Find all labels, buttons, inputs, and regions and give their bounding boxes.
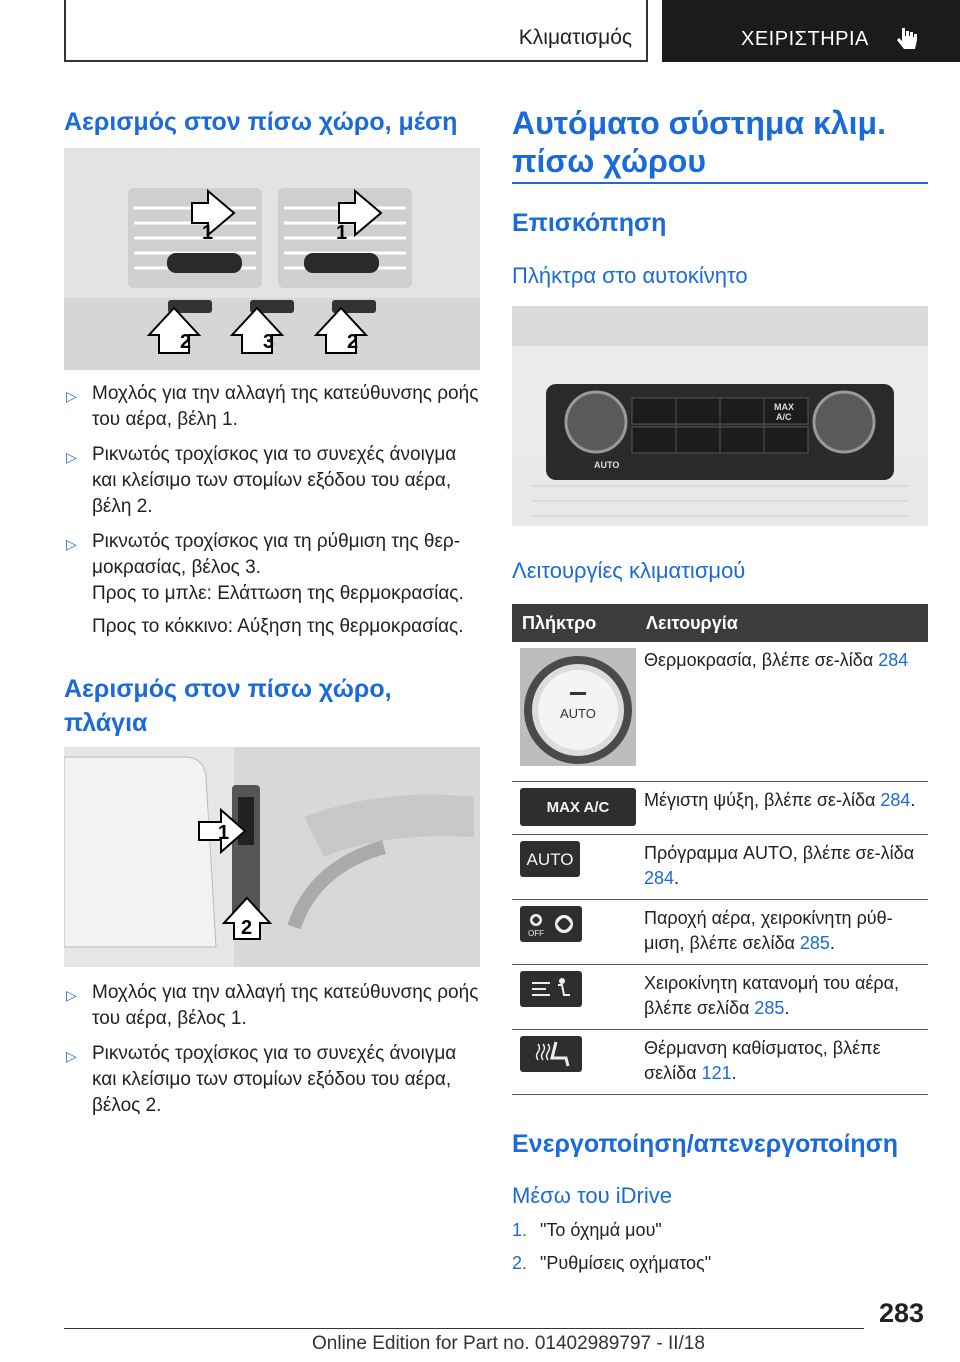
figure1-label: 2 xyxy=(347,331,359,353)
heading-divider xyxy=(512,182,928,184)
heading-via-idrive: Μέσω του iDrive xyxy=(512,1183,672,1208)
list-item: ▷ Ρικνωτός τροχίσκος για τη ρύθμιση της θερ‐μοκρασίας, βέλος 3. xyxy=(66,531,461,578)
table-header-function: Λειτουργία xyxy=(636,604,928,642)
seat-heating-button-icon xyxy=(520,1036,582,1072)
rear-center-vent-figure xyxy=(64,148,480,370)
rear-climate-panel-figure xyxy=(512,306,928,526)
table-row xyxy=(512,835,928,900)
page-number: 283 xyxy=(878,1298,924,1328)
knob-auto-label: AUTO xyxy=(560,706,596,721)
page-link[interactable]: 284 xyxy=(880,790,911,810)
figure2-label: 1 xyxy=(218,822,230,844)
heading-rear-vent-side: Αερισμός στον πίσω χώρο, πλάγια xyxy=(64,675,392,737)
figure2-label: 2 xyxy=(241,917,253,939)
temperature-knob-icon xyxy=(520,648,636,766)
heading-buttons-in-car: Πλήκτρα στο αυτοκίνητο xyxy=(512,263,748,288)
panel-auto-label: AUTO xyxy=(594,460,620,470)
heading-rear-auto-climate: Αυτόματο σύστημα κλιμ. πίσω χώρου xyxy=(512,105,887,179)
heading-overview: Επισκόπηση xyxy=(512,209,667,237)
list-item: 2. "Ρυθμίσεις οχήματος" xyxy=(512,1253,712,1273)
page-link[interactable]: 285 xyxy=(754,998,785,1018)
heading-climate-functions: Λειτουργίες κλιματισμού xyxy=(512,558,746,583)
rear-side-vent-figure xyxy=(64,747,480,967)
figure1-label: 2 xyxy=(180,331,192,353)
triangle-bullet-icon: ▷ xyxy=(66,388,77,404)
header-section-title: Κλιματισμός xyxy=(518,26,632,49)
bullet-list-center xyxy=(64,381,484,590)
heading-rear-vent-center: Αερισμός στον πίσω χώρο, μέση xyxy=(64,108,458,136)
page-link[interactable]: 284 xyxy=(878,650,909,670)
table-cell-function: Μέγιστη ψύξη, βλέπε σε‐λίδα 284. xyxy=(636,782,928,835)
list-item: ▷ Ρικνωτός τροχίσκος για το συνεχές άνοιγμα και κλείσιμο των στομίων εξόδου του αέρα, βέλη 2. xyxy=(66,444,457,517)
footer-edition-text: Online Edition for Part no. 01402989797 - II/18 xyxy=(312,1333,705,1354)
table-row xyxy=(512,1030,928,1095)
table-row xyxy=(512,900,928,965)
paragraph-red: Προς το κόκκινο: Αύξηση της θερμοκρασίας. xyxy=(92,616,464,637)
page-link[interactable]: 285 xyxy=(799,933,830,953)
triangle-bullet-icon: ▷ xyxy=(66,536,77,552)
table-header-button: Πλήκτρο xyxy=(512,604,636,642)
table-cell-function: Παροχή αέρα, χειροκίνητη ρύθ‐μιση, βλέπε σελίδα 285. xyxy=(636,900,928,965)
list-item: 1. "Το όχημά μου" xyxy=(512,1220,662,1240)
figure1-label: 1 xyxy=(336,222,348,244)
fan-off-label: OFF xyxy=(528,929,544,938)
air-distribution-button-icon xyxy=(520,971,582,1007)
paragraph-blue: Προς το μπλε: Ελάττωση της θερμοκρασίας. xyxy=(92,583,464,604)
header-section-box xyxy=(64,0,648,62)
list-item: ▷ Μοχλός για την αλλαγή της κατεύθυνσης ροής του αέρα, βέλη 1. xyxy=(66,383,479,430)
triangle-bullet-icon: ▷ xyxy=(66,987,77,1003)
header-manual-tab xyxy=(662,0,960,62)
triangle-bullet-icon: ▷ xyxy=(66,1048,77,1064)
list-item: ▷ Μοχλός για την αλλαγή της κατεύθυνσης ροής του αέρα, βέλος 1. xyxy=(66,982,479,1029)
table-row xyxy=(512,965,928,1030)
list-item: ▷ Ρικνωτός τροχίσκος για το συνεχές άνοιγμα και κλείσιμο των στομίων εξόδου του αέρα, βέλος 2. xyxy=(66,1043,457,1116)
table-cell-function: Χειροκίνητη κατανομή του αέρα, βλέπε σελίδα 285. xyxy=(636,965,928,1030)
table-cell-function: Θερμοκρασία, βλέπε σε‐λίδα 284 xyxy=(636,642,928,782)
fan-off-button-icon xyxy=(520,906,582,942)
table-row xyxy=(512,642,928,782)
panel-max-label: MAX xyxy=(774,402,794,412)
heading-activation: Ενεργοποίηση/απενεργοποίηση xyxy=(512,1130,899,1158)
page-link[interactable]: 284 xyxy=(644,868,675,888)
header-manual-title: ΧΕΙΡΙΣΤΗΡΙΑ xyxy=(741,28,869,50)
hand-pointer-icon xyxy=(894,26,920,52)
table-cell-function: Πρόγραμμα AUTO, βλέπε σε‐λίδα 284. xyxy=(636,835,928,900)
footer-divider xyxy=(64,1328,864,1329)
page-link[interactable]: 121 xyxy=(701,1063,732,1083)
table-cell-function: Θέρμανση καθίσματος, βλέπε σελίδα 121. xyxy=(636,1030,928,1095)
triangle-bullet-icon: ▷ xyxy=(66,449,77,465)
table-row xyxy=(512,782,928,835)
bullet-list-side xyxy=(64,980,484,1128)
climate-functions-table xyxy=(512,604,928,1095)
figure1-label: 1 xyxy=(202,222,214,244)
figure1-label: 3 xyxy=(263,331,275,353)
max-ac-button-icon: MAX A/C xyxy=(520,788,636,826)
auto-button-icon: AUTO xyxy=(520,841,580,877)
panel-ac-label: A/C xyxy=(776,412,792,422)
table-header-row xyxy=(512,604,928,642)
